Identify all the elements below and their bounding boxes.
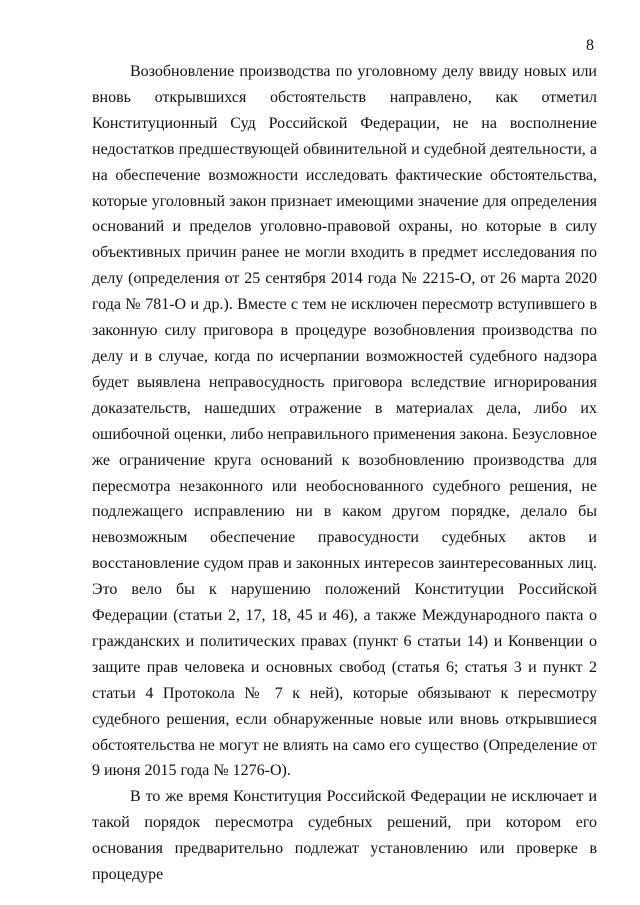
paragraph-1: Возобновление производства по уголовному делу ввиду новых или вновь открывшихся обстоятельств направлено, как отметил Конституционный Суд Российской Федерации, не на восполнение недостатков предшествующей обвинительной и судебной деятельности, а на обеспечение возможности исследовать фактические обстоятельства, которые уголовный закон признает имеющими значение для определения оснований и пределов уголовно-правовой охраны, но которые в силу объективных причин ранее не могли входить в предмет исследования по делу (определения от 25 сентября 2014 года № 2215-О, от 26 марта 2020 года № 781-О и др.). Вместе с тем не исключен пересмотр вступившего в законную силу приговора в процедуре возобновления производства по делу и в случае, когда по исчерпании возможностей судебного надзора будет выявлена неправосудность приговора вследствие игнорирования доказательств, нашедших отражение в материалах дела, либо их ошибочной оценки, либо неправильного применения закона. Безусловное же ограничение круга оснований к возобновлению производства для пересмотра незаконного или необоснованного судебного решения, не подлежащего исправлению ни в каком другом порядке, делало бы невозможным обеспечение правосудности судебных актов и восстановление судом прав и законных интересов заинтересованных лиц. Это вело бы к нарушению положений Конституции Российской Федерации (статьи 2, 17, 18, 45 и 46), а также Международного пакта о гражданских и политических правах (пункт 6 статьи 14) и Конвенции о защите прав человека и основных свобод (статья 6; статья 3 и пункт 2 статьи 4 Протокола № 7 к ней), которые обязывают к пересмотру судебного решения, если обнаруженные новые или вновь открывшиеся обстоятельства не могут не влиять на само его существо (Определение от 9 июня 2015 года № 1276-О). — [92, 63, 597, 780]
page-number: 8 — [586, 37, 594, 54]
paragraph-2: В то же время Конституция Российской Федерации не исключает и такой порядок пересмотра судебных решений, при котором его основания предварительно подлежат установлению или проверке в процедуре — [92, 788, 597, 884]
document-body — [92, 59, 597, 888]
